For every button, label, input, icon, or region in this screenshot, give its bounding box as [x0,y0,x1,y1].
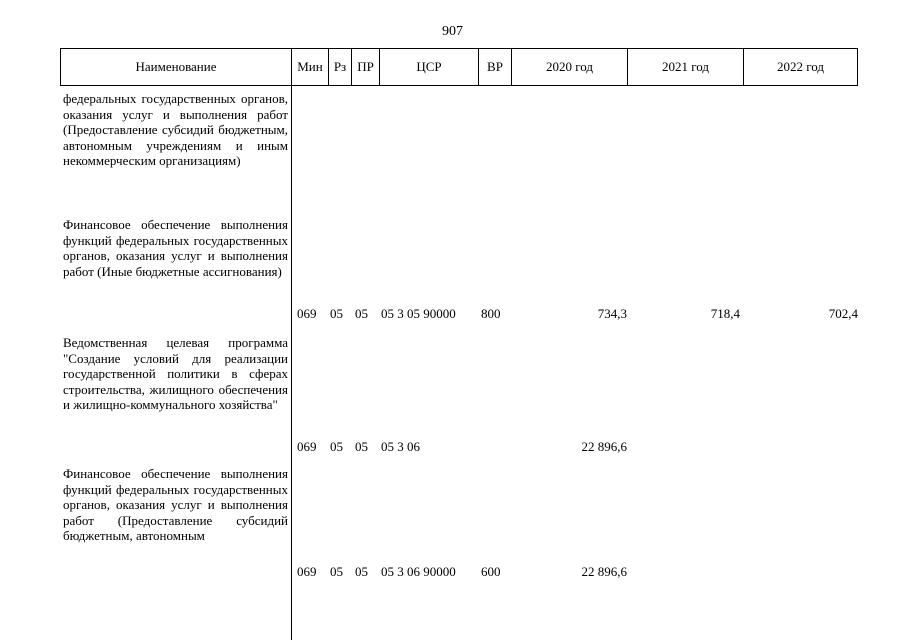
row-min: 069 [297,439,317,454]
row-pr: 05 [355,306,368,321]
header-name: Наименование [135,59,217,74]
row-2021: 718,4 [710,306,740,321]
row-csr: 05 3 06 90000 [381,564,456,579]
header-min: Мин [297,59,323,74]
row-vr: 800 [481,306,501,321]
row-pr: 05 [355,439,368,454]
header-2022: 2022 год [777,59,824,74]
row-rz: 05 [330,306,343,321]
row-name: Финансовое обеспечение выполнения функций федеральных государственных органов, оказания услуг и выполнения работ (Иные бюджетные ассигнования) [63,217,288,279]
header-vr: ВР [487,59,503,74]
row-csr: 05 3 06 [381,439,420,454]
row-2020: 22 896,6 [581,564,627,579]
row-min: 069 [297,564,317,579]
row-pr: 05 [355,564,368,579]
row-vr: 600 [481,564,501,579]
header-2021: 2021 год [662,59,709,74]
row-csr: 05 3 05 90000 [381,306,456,321]
row-name: Ведомственная целевая программа "Создание условий для реализации государственной политики в сферах строительства, жилищного обеспечения и жилищно-коммунального хозяйства" [63,335,288,412]
page-number: 907 [442,24,463,39]
header-csr: ЦСР [416,59,442,74]
row-rz: 05 [330,439,343,454]
header-pr: ПР [357,59,374,74]
row-name: Финансовое обеспечение выполнения функций федеральных государственных органов, оказания услуг и выполнения работ (Предоставление субсидий бюджетным, автономным [63,466,288,543]
row-2022: 702,4 [828,306,858,321]
header-rz: Рз [333,59,347,74]
row-2020: 734,3 [597,306,627,321]
row-name: федеральных государственных органов, оказания услуг и выполнения работ (Предоставление субсидий бюджетным, автономным учреждениям и иным некоммерческим организациям) [63,91,288,168]
row-2020: 22 896,6 [581,439,627,454]
header-2020: 2020 год [546,59,593,74]
name-column-border [291,86,292,640]
table-header [60,48,858,86]
row-rz: 05 [330,564,343,579]
row-min: 069 [297,306,317,321]
